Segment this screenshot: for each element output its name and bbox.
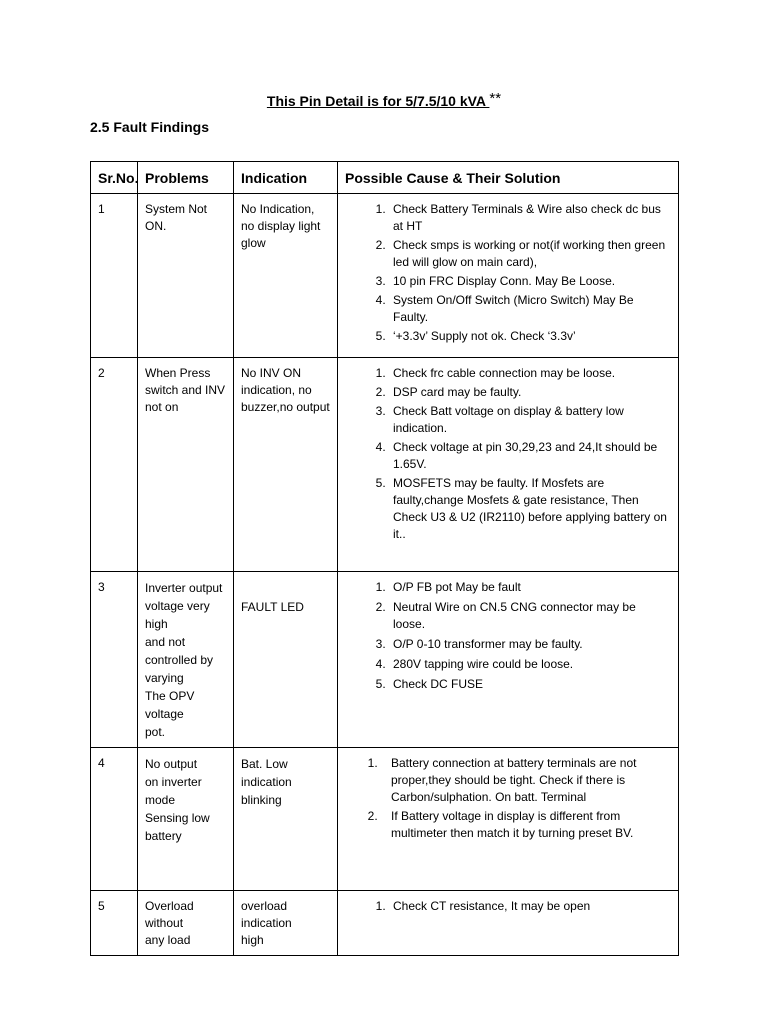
- table-row: [91, 891, 679, 956]
- solution-cell: [338, 194, 679, 358]
- problem-cell: System Not ON.: [138, 194, 234, 358]
- solution-item: 1. Check CT resistance, It may be open: [389, 898, 671, 915]
- solution-item: 3. Check Batt voltage on display & battery low indication.: [389, 403, 671, 437]
- solution-list: [345, 201, 671, 345]
- solution-item: 2. If Battery voltage in display is different from multimeter then match it by turning preset BV.: [381, 808, 671, 842]
- solution-item: 2. DSP card may be faulty.: [389, 384, 671, 401]
- problem-cell: When Press switch and INV not on: [138, 358, 234, 572]
- solution-list: [345, 898, 671, 915]
- table-row: [91, 748, 679, 891]
- solution-item: 5. MOSFETS may be faulty. If Mosfets are faulty,change Mosfets & gate resistance, Then Check U3 & U2 (IR2110) before applying battery on it..: [389, 475, 671, 543]
- solution-item: 4. Check voltage at pin 30,29,23 and 24,It should be 1.65V.: [389, 439, 671, 473]
- indication-cell: No Indication, no display light glow: [234, 194, 338, 358]
- solution-item: 1. O/P FB pot May be fault: [389, 579, 671, 596]
- solution-item: 3. 10 pin FRC Display Conn. May Be Loose.: [389, 273, 671, 290]
- sr-no-cell: 1: [91, 194, 138, 358]
- solution-item: 4. System On/Off Switch (Micro Switch) May Be Faulty.: [389, 292, 671, 326]
- header-possible-cause: Possible Cause & Their Solution: [338, 162, 679, 194]
- indication-text: FAULT LED: [241, 600, 304, 614]
- solution-list: [345, 365, 671, 543]
- solution-item: 2. Check smps is working or not(if working then green led will glow on main card),: [389, 237, 671, 271]
- solution-item: 2. Neutral Wire on CN.5 CNG connector may be loose.: [389, 599, 671, 633]
- indication-cell: overload indication high: [234, 891, 338, 956]
- solution-item: 3. O/P 0-10 transformer may be faulty.: [389, 636, 671, 653]
- section-heading: 2.5 Fault Findings: [90, 119, 210, 135]
- document-title-text: This Pin Detail is for 5/7.5/10 kVA: [266, 93, 490, 109]
- sr-no-cell: 5: [91, 891, 138, 956]
- solution-item: 1. Check Battery Terminals & Wire also check dc bus at HT: [389, 201, 671, 235]
- solution-item: 4. 280V tapping wire could be loose.: [389, 656, 671, 673]
- indication-cell: No INV ON indication, no buzzer,no output: [234, 358, 338, 572]
- solution-list: [345, 755, 671, 842]
- solution-cell: [338, 748, 679, 891]
- fault-findings-table: [90, 161, 679, 956]
- document-title-suffix: **: [489, 90, 502, 107]
- table-row: [91, 358, 679, 572]
- header-sr-no: Sr.No.: [91, 162, 138, 194]
- solution-list: [345, 579, 671, 693]
- solution-cell: [338, 891, 679, 956]
- solution-item: 5. Check DC FUSE: [389, 676, 671, 693]
- problem-cell: Inverter output voltage very high and not controlled by varying The OPV voltage pot.: [138, 572, 234, 748]
- header-problems: Problems: [138, 162, 234, 194]
- indication-cell: Bat. Low indication blinking: [234, 748, 338, 891]
- document-title: [0, 90, 768, 110]
- sr-no-cell: 4: [91, 748, 138, 891]
- sr-no-cell: 2: [91, 358, 138, 572]
- solution-item: 5. ‘+3.3v’ Supply not ok. Check ‘3.3v’: [389, 328, 671, 345]
- table-row: [91, 194, 679, 358]
- table-row: [91, 572, 679, 748]
- solution-cell: [338, 358, 679, 572]
- header-indication: Indication: [234, 162, 338, 194]
- indication-cell: [234, 572, 338, 748]
- problem-cell: No output on inverter mode Sensing low battery: [138, 748, 234, 891]
- solution-item: 1. Battery connection at battery terminals are not proper,they should be tight. Check if there is Carbon/sulphation. On batt. Terminal: [381, 755, 671, 806]
- table-header-row: [91, 162, 679, 194]
- sr-no-cell: 3: [91, 572, 138, 748]
- solution-cell: [338, 572, 679, 748]
- solution-item: 1. Check frc cable connection may be loose.: [389, 365, 671, 382]
- problem-cell: Overload without any load: [138, 891, 234, 956]
